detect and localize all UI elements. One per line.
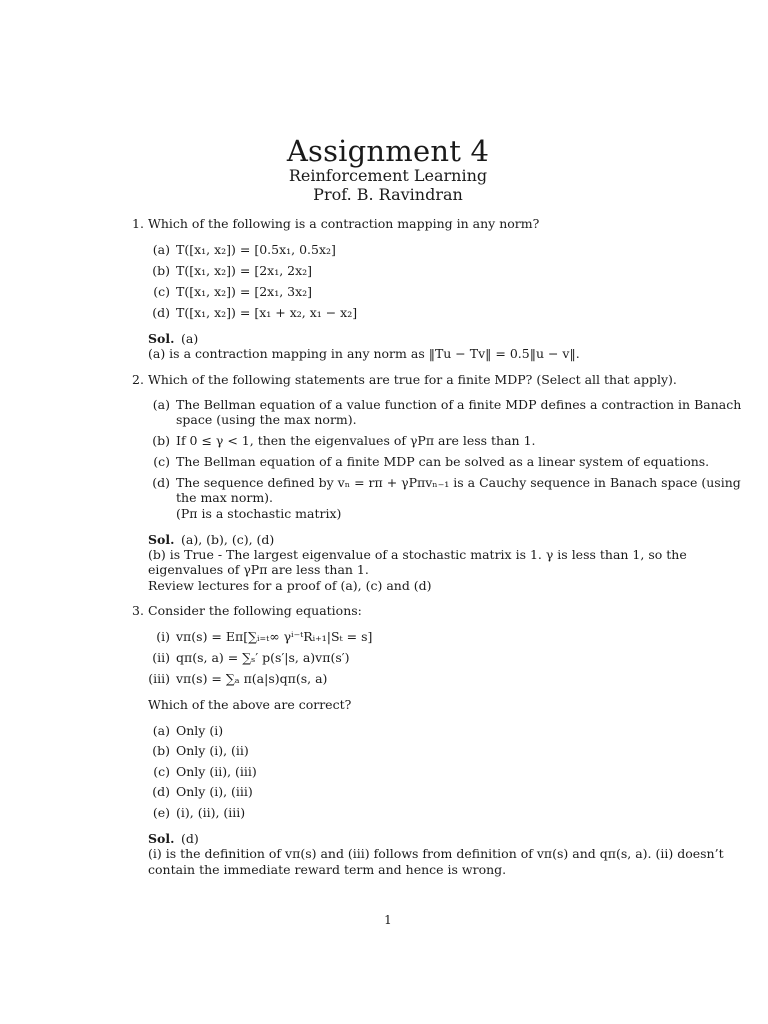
option-text: Only (i), (iii) [176,784,253,799]
option-text: Only (ii), (iii) [176,764,257,779]
question-number: 2. [132,372,144,387]
option-text: (i), (ii), (iii) [176,805,246,820]
option-text: The Bellman equation of a finite MDP can be solved as a linear system of equations. [176,454,710,469]
question-text: Which of the following statements are true for a finite MDP? (Select all that apply). [148,372,677,387]
question-text: Which of the following is a contraction mapping in any norm? [148,216,540,231]
option-text-continued: the max norm). [176,490,274,505]
page-number: 1 [384,913,392,927]
option-text: The Bellman equation of a value function of a finite MDP defines a contraction in Banach [176,397,742,412]
question-prompt: Which of the above are correct? [148,697,352,712]
option-text-note: (Pπ is a stochastic matrix) [176,506,342,521]
solution-answer: (d) [181,831,199,846]
option-label: (a) [152,242,170,257]
option-text: Only (i), (ii) [176,743,249,758]
solution-label: Sol. [148,532,175,547]
equation-label: (i) [156,629,170,644]
question-number: 3. [132,603,144,618]
option-text: T([x₁, x₂]) = [x₁ + x₂, x₁ − x₂] [176,305,358,320]
author-line: Prof. B. Ravindran [313,185,463,204]
solution-explanation: (i) is the definition of vπ(s) and (iii) follows from definition of vπ(s) and qπ(s, a). (ii) doesn’t [148,846,724,861]
solution-label: Sol. [148,831,175,846]
option-label: (a) [152,723,170,738]
option-text: If 0 ≤ γ < 1, then the eigenvalues of γPπ are less than 1. [176,433,536,448]
option-text: T([x₁, x₂]) = [2x₁, 2x₂] [176,263,313,278]
option-text: T([x₁, x₂]) = [2x₁, 3x₂] [176,284,313,299]
question-text: Consider the following equations: [148,603,362,618]
option-label: (e) [152,805,170,820]
option-text: The sequence defined by vₙ = rπ + γPπvₙ₋₁ is a Cauchy sequence in Banach space (using [176,475,741,490]
solution-explanation: eigenvalues of γPπ are less than 1. [148,562,369,577]
equation-label: (ii) [152,650,170,665]
option-label: (b) [152,743,170,758]
option-label: (d) [152,784,170,799]
solution-explanation: contain the immediate reward term and hence is wrong. [148,862,507,877]
solution-explanation: Review lectures for a proof of (a), (c) and (d) [148,578,432,593]
option-text: Only (i) [176,723,224,738]
option-label: (d) [152,305,170,320]
option-label: (c) [153,764,170,779]
equation-text: vπ(s) = ∑ₐ π(a|s)qπ(s, a) [176,671,328,686]
equation-label: (iii) [148,671,170,686]
solution-explanation: (b) is True - The largest eigenvalue of a stochastic matrix is 1. γ is less than 1, so the [148,547,687,562]
solution-answer: (a) [181,331,199,346]
option-label: (d) [152,475,170,490]
solution-label: Sol. [148,331,175,346]
option-label: (c) [153,284,170,299]
course-subtitle: Reinforcement Learning [288,166,488,185]
option-label: (c) [153,454,170,469]
question-number: 1. [132,216,144,231]
option-text-continued: space (using the max norm). [176,412,357,427]
equation-text: qπ(s, a) = ∑ₛ′ p(s′|s, a)vπ(s′) [176,650,350,665]
equation-text: vπ(s) = Eπ[∑ᵢ₌ₜ∞ γⁱ⁻ᵗRᵢ₊₁|Sₜ = s] [176,629,373,644]
option-text: T([x₁, x₂]) = [0.5x₁, 0.5x₂] [176,242,336,257]
solution-explanation: (a) is a contraction mapping in any norm as ‖Tu − Tv‖ = 0.5‖u − v‖. [148,346,580,361]
option-label: (b) [152,433,170,448]
option-label: (b) [152,263,170,278]
page-title: Assignment 4 [286,134,490,168]
solution-answer: (a), (b), (c), (d) [181,532,275,547]
option-label: (a) [152,397,170,412]
